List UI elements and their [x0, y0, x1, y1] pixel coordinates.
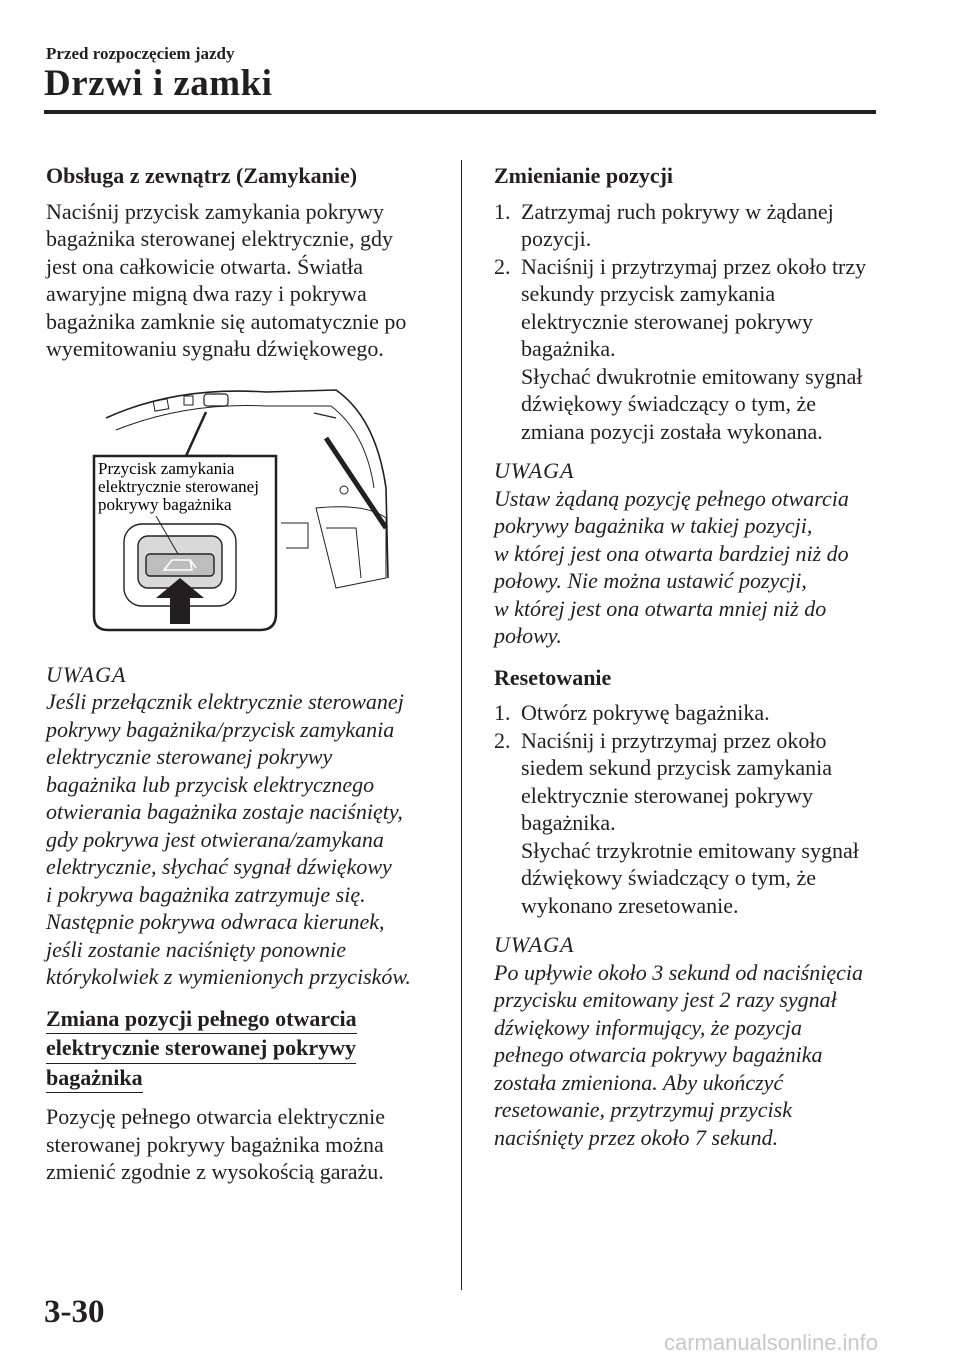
- latch-shape: [153, 399, 169, 411]
- note-line: gdy pokrywa jest otwierana/zamykana: [46, 826, 384, 852]
- liftgate-close-button-figure: [86, 378, 406, 638]
- list-item: [494, 198, 884, 253]
- subheading-line: Zmiana pozycji pełnego otwarcia: [46, 1005, 357, 1035]
- small-button-shape: [184, 396, 193, 405]
- subheading-line: elektrycznie sterowanej pokrywy: [46, 1034, 356, 1064]
- callout-label-line: Przycisk zamykania: [98, 459, 235, 478]
- note-body: [494, 485, 884, 650]
- note-line: którykolwiek z wymienionych przycisków.: [46, 964, 411, 989]
- step-line: siedem sekund przycisk zamykania: [521, 755, 832, 780]
- note-line: resetowanie, przytrzymuj przycisk: [494, 1097, 792, 1122]
- watermark: carmanualsonline.info: [664, 1330, 879, 1355]
- note-line: połowy.: [494, 623, 562, 648]
- step-line: Naciśnij i przytrzymaj przez około: [521, 727, 827, 753]
- note-line: naciśnięty przez około 7 sekund.: [494, 1124, 779, 1150]
- trunk-interior: [316, 507, 386, 588]
- note-line: otwierania bagażnika zostaje naciśnięty,: [46, 799, 403, 824]
- note-line: elektrycznie, słychać sygnał dźwiękowy: [46, 854, 392, 879]
- callout-label-line: elektrycznie sterowanej: [98, 477, 259, 496]
- text-line: zmienić zgodnie z wysokością garażu.: [46, 1159, 384, 1184]
- hinge-line: [314, 413, 336, 418]
- callout-label-line: pokrywy bagażnika: [98, 495, 232, 514]
- note-line: elektrycznie sterowanej pokrywy: [46, 744, 333, 769]
- step-line: elektrycznie sterowanej pokrywy: [521, 308, 813, 334]
- text-line: bagażnika sterowanej elektrycznie, gdy: [46, 226, 393, 251]
- page-title: Drzwi i zamki: [44, 63, 273, 104]
- column-divider: [461, 160, 462, 1290]
- right-column: [494, 162, 884, 1151]
- liftgate-close-button: [146, 554, 214, 576]
- gas-strut: [326, 438, 386, 528]
- step-line: bagażnika.: [521, 336, 616, 361]
- text-line: Naciśnij przycisk zamykania pokrywy: [46, 198, 384, 224]
- step-number: 1.: [494, 700, 511, 725]
- step-line: dźwiękowy świadczący o tym, że: [521, 865, 817, 890]
- subheading-full-open-position: [46, 1005, 446, 1094]
- note-line: pokrywy bagażnika/przycisk zamykania: [46, 716, 395, 742]
- step-number: 2.: [494, 727, 511, 753]
- text-line: jest ona całkowicie otwarta. Światła: [46, 253, 364, 279]
- step-number: 1.: [494, 198, 511, 224]
- section-heading-reset: Resetowanie: [494, 664, 612, 690]
- callout-pointer: [186, 412, 231, 456]
- note-line: i pokrywa bagażnika zatrzymuje się.: [46, 881, 366, 907]
- note-line: bagażnika lub przycisk elektrycznego: [46, 771, 375, 797]
- section-heading-closing: Obsługa z zewnątrz (Zamykanie): [46, 163, 358, 188]
- step-line: wykonano zresetowanie.: [521, 892, 739, 918]
- note-line: w której jest ona otwarta bardziej niż do: [494, 540, 849, 566]
- note-line: przycisku emitowany jest 2 razy sygnał: [494, 987, 837, 1012]
- note-title: UWAGA: [494, 458, 575, 483]
- change-position-steps: [494, 198, 884, 446]
- text-line: bagażnika zamknie się automatycznie po: [46, 308, 407, 334]
- position-paragraph: [46, 1103, 446, 1186]
- bolt-detail: [340, 486, 348, 494]
- reset-steps: [494, 699, 884, 919]
- note-body: [494, 959, 884, 1152]
- step-line: Naciśnij i przytrzymaj przez około trzy: [521, 253, 867, 279]
- step-line: bagażnika.: [521, 810, 616, 835]
- list-item: [494, 727, 884, 920]
- page-number: 3-30: [44, 1294, 105, 1330]
- seat-outline: [281, 523, 308, 548]
- note-line: pokrywy bagażnika w takiej pozycji,: [494, 513, 813, 538]
- step-line: pozycji.: [521, 226, 592, 251]
- text-line: sterowanej pokrywy bagażnika można: [46, 1131, 384, 1157]
- note-line: Jeśli przełącznik elektrycznie sterowanej: [46, 689, 404, 714]
- close-button-on-gate: [204, 394, 228, 406]
- note-body: [46, 688, 446, 991]
- note-line: w której jest ona otwarta mniej niż do: [494, 595, 827, 621]
- section-heading-change-position: Zmienianie pozycji: [494, 163, 674, 188]
- note-line: Ustaw żądaną pozycję pełnego otwarcia: [494, 485, 849, 511]
- note-line: Po upływie około 3 sekund od naciśnięcia: [494, 959, 864, 985]
- step-line: Zatrzymaj ruch pokrywy w żądanej: [521, 198, 834, 224]
- step-line: sekundy przycisk zamykania: [521, 281, 776, 306]
- step-number: 2.: [494, 253, 511, 279]
- step-line: Słychać trzykrotnie emitowany sygnał: [521, 837, 859, 863]
- step-line: Słychać dwukrotnie emitowany sygnał: [521, 363, 863, 389]
- step-line: Otwórz pokrywę bagażnika.: [521, 700, 770, 725]
- note-title: UWAGA: [46, 661, 127, 687]
- section-label: Przed rozpoczęciem jazdy: [46, 44, 235, 63]
- note-line: połowy. Nie można ustawić pozycji,: [494, 568, 807, 593]
- step-line: zmiana pozycji została wykonana.: [521, 418, 823, 444]
- note-line: dźwiękowy informujący, że pozycja: [494, 1014, 802, 1040]
- note-line: jeśli zostanie naciśnięty ponownie: [46, 936, 347, 962]
- step-line: dźwiękowy świadczący o tym, że: [521, 391, 817, 416]
- step-line: elektrycznie sterowanej pokrywy: [521, 782, 813, 808]
- note-line: Następnie pokrywa odwraca kierunek,: [46, 909, 385, 934]
- list-item: [494, 699, 884, 727]
- list-item: [494, 253, 884, 446]
- note-line: pełnego otwarcia pokrywy bagażnika: [494, 1042, 823, 1067]
- subheading-line: bagażnika: [46, 1064, 143, 1094]
- text-line: awaryjne migną dwa razy i pokrywa: [46, 281, 367, 306]
- note-title: UWAGA: [494, 932, 575, 957]
- header-rule: [44, 110, 876, 114]
- text-line: Pozycję pełnego otwarcia elektrycznie: [46, 1104, 386, 1129]
- text-line: wyemitowaniu sygnału dźwiękowego.: [46, 336, 384, 361]
- note-line: została zmieniona. Aby ukończyć: [494, 1069, 784, 1095]
- closing-paragraph: [46, 198, 446, 363]
- left-column: [46, 162, 446, 1186]
